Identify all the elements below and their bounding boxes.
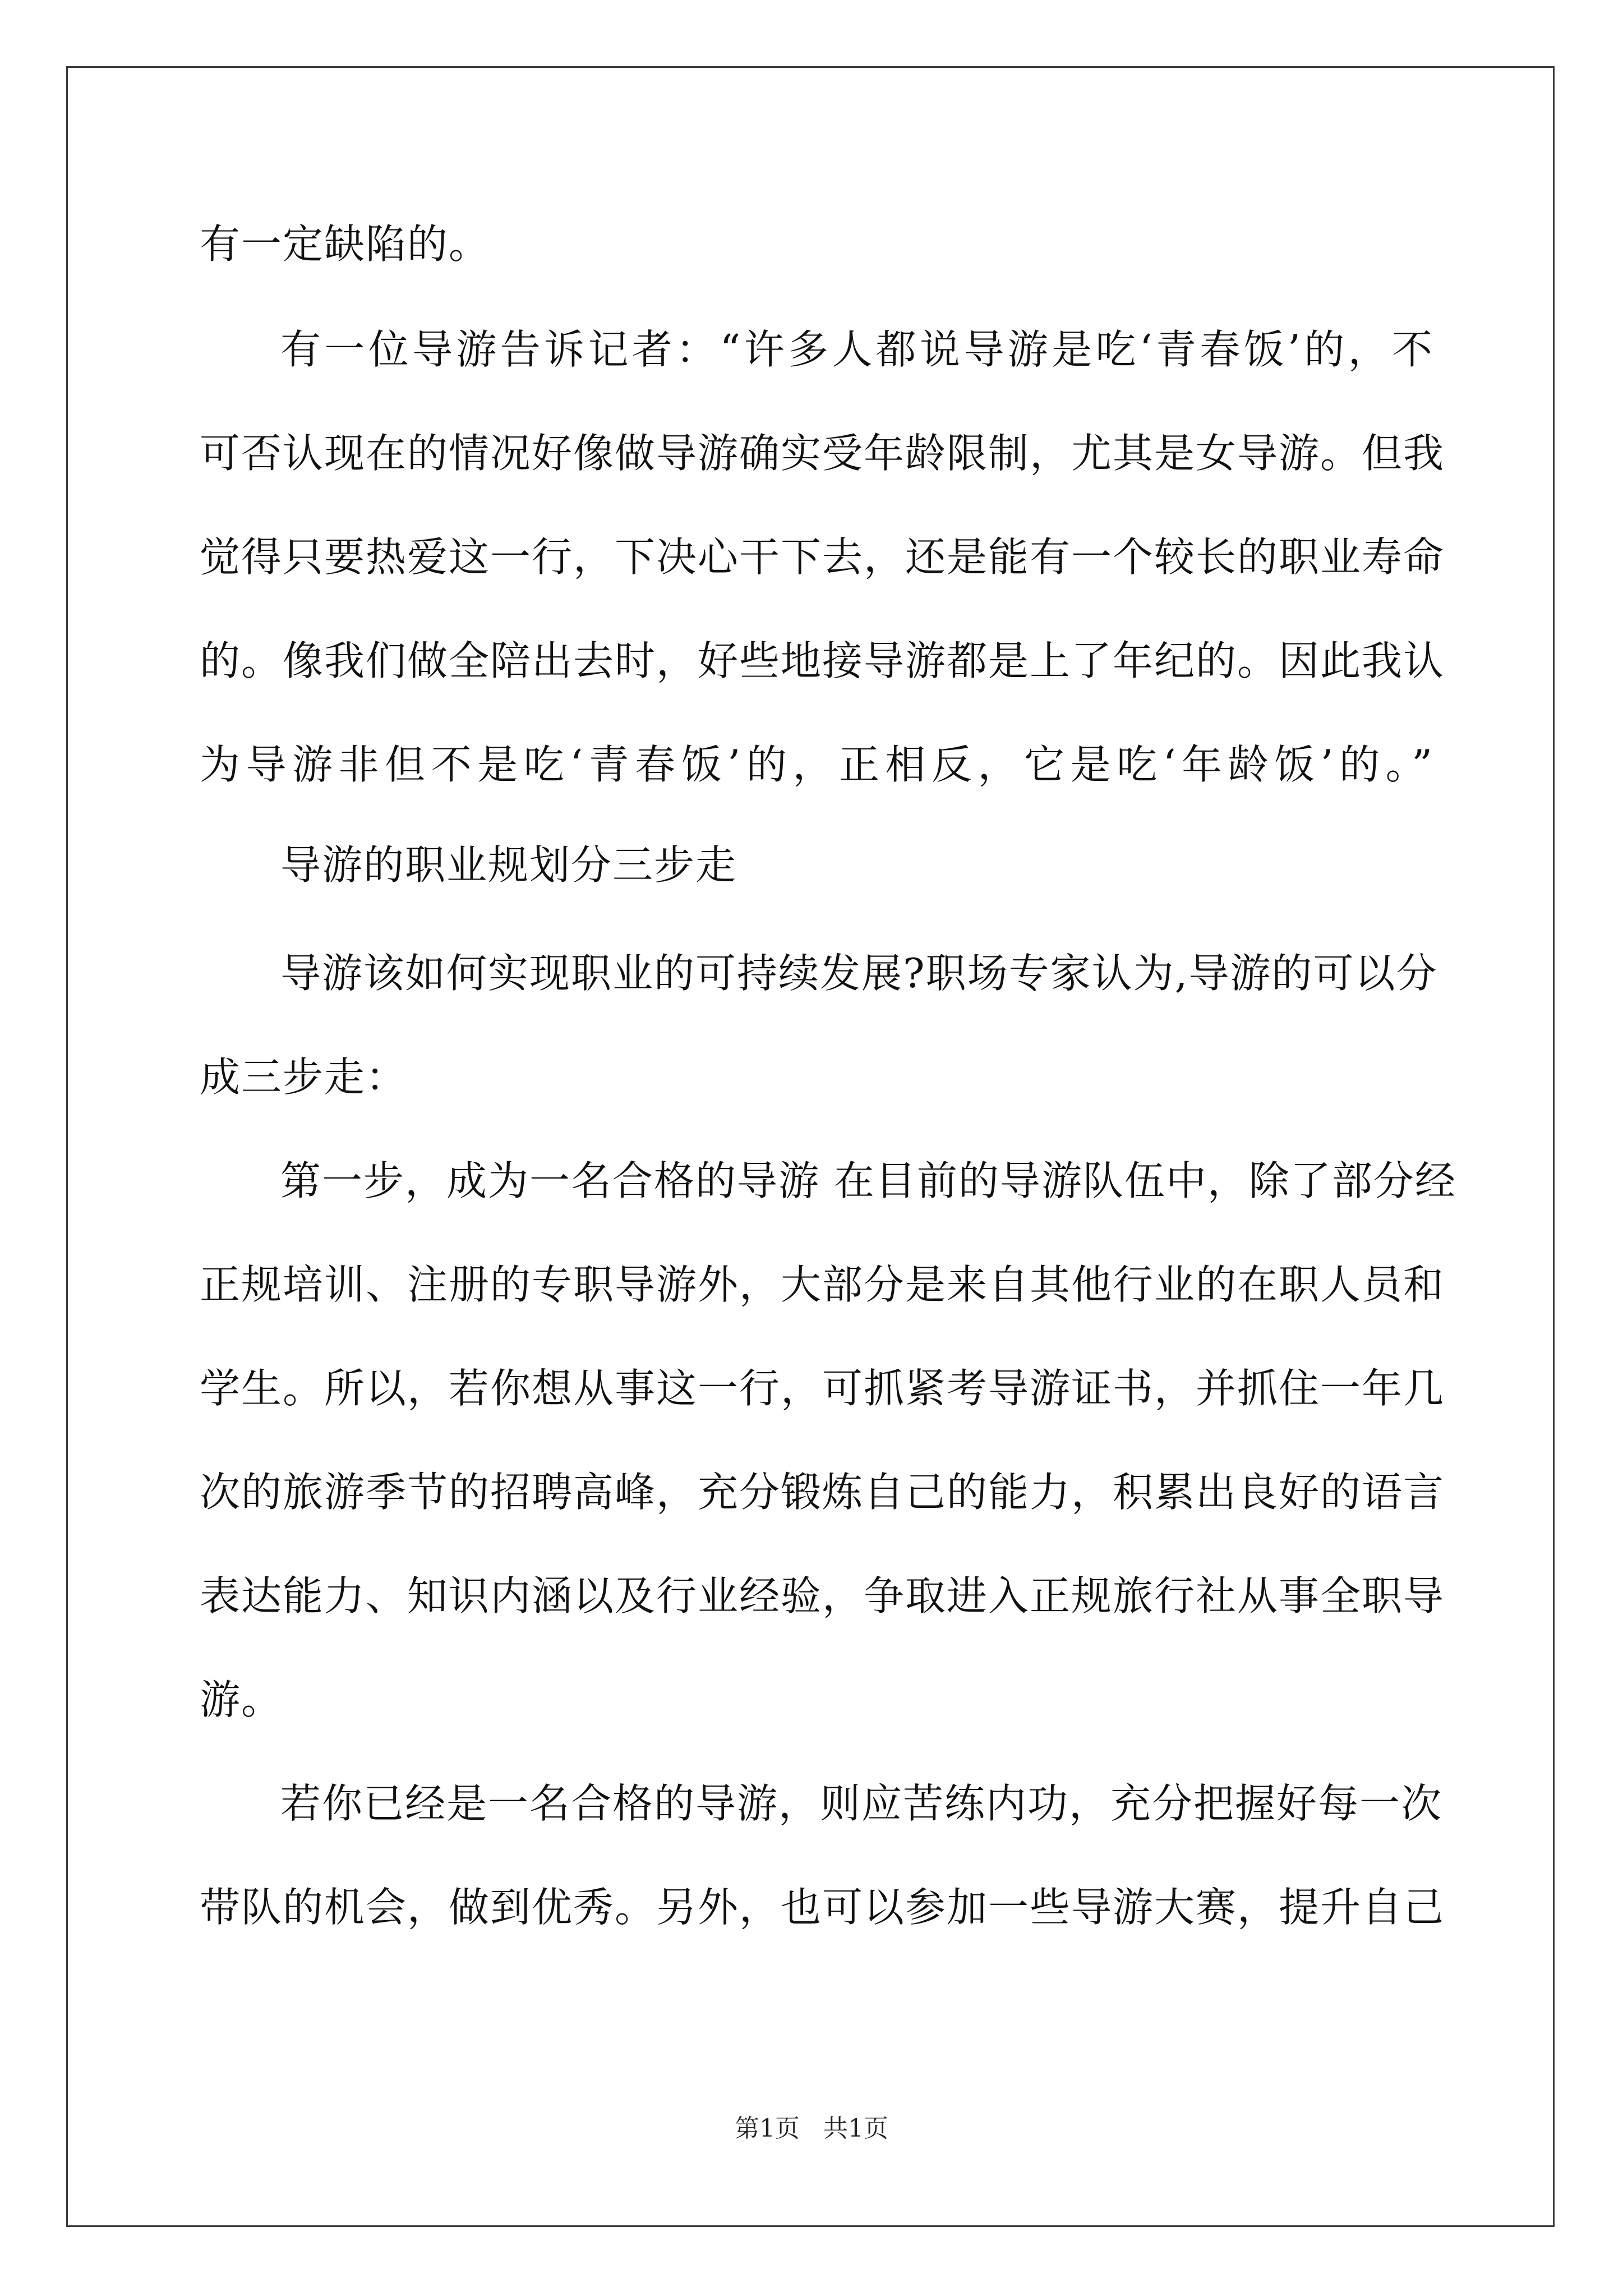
text-line: 游。 xyxy=(200,1676,283,1723)
text-line: 的。像我们做全陪出去时，好些地接导游都是上了年纪的。因此我认 xyxy=(200,637,1445,684)
text-line: 表达能力、知识内涵以及行业经验，争取进入正规旅行社从事全职导 xyxy=(200,1572,1445,1619)
text-line: 正规培训、注册的专职导游外，大部分是来自其他行业的在职人员和 xyxy=(200,1261,1445,1308)
text-line: 为导游非但不是吃‘青春饭’的，正相反，它是吃‘年龄饭’的。” xyxy=(200,741,1433,788)
text-line: 第一步，成为一名合格的导游 在目前的导游队伍中，除了部分经 xyxy=(280,1157,1456,1204)
text-line: 导游该如何实现职业的可持续发展?职场专家认为,导游的可以分 xyxy=(280,950,1438,997)
text-line: 有一位导游告诉记者：“许多人都说导游是吃‘青春饭’的，不 xyxy=(280,326,1433,373)
text-line: 成三步走： xyxy=(200,1053,408,1101)
page-footer: 第1页 共1页 xyxy=(735,2114,888,2143)
text-line: 次的旅游季节的招聘高峰，充分锻炼自己的能力，积累出良好的语言 xyxy=(200,1469,1445,1516)
text-line: 若你已经是一名合格的导游，则应苦练内功，充分把握好每一次 xyxy=(280,1780,1443,1827)
text-line: 可否认现在的情况好像做导游确实受年龄限制，尤其是女导游。但我 xyxy=(200,430,1445,477)
text-line: 觉得只要热爱这一行，下决心干下去，还是能有一个较长的职业寿命 xyxy=(200,533,1445,581)
text-line: 带队的机会，做到优秀。另外，也可以参加一些导游大赛，提升自己 xyxy=(200,1884,1445,1931)
text-line: 导游的职业规划分三步走 xyxy=(280,841,737,889)
text-line: 学生。所以，若你想从事这一行，可抓紧考导游证书，并抓住一年几 xyxy=(200,1365,1445,1412)
text-line: 有一定缺陷的。 xyxy=(200,220,491,268)
